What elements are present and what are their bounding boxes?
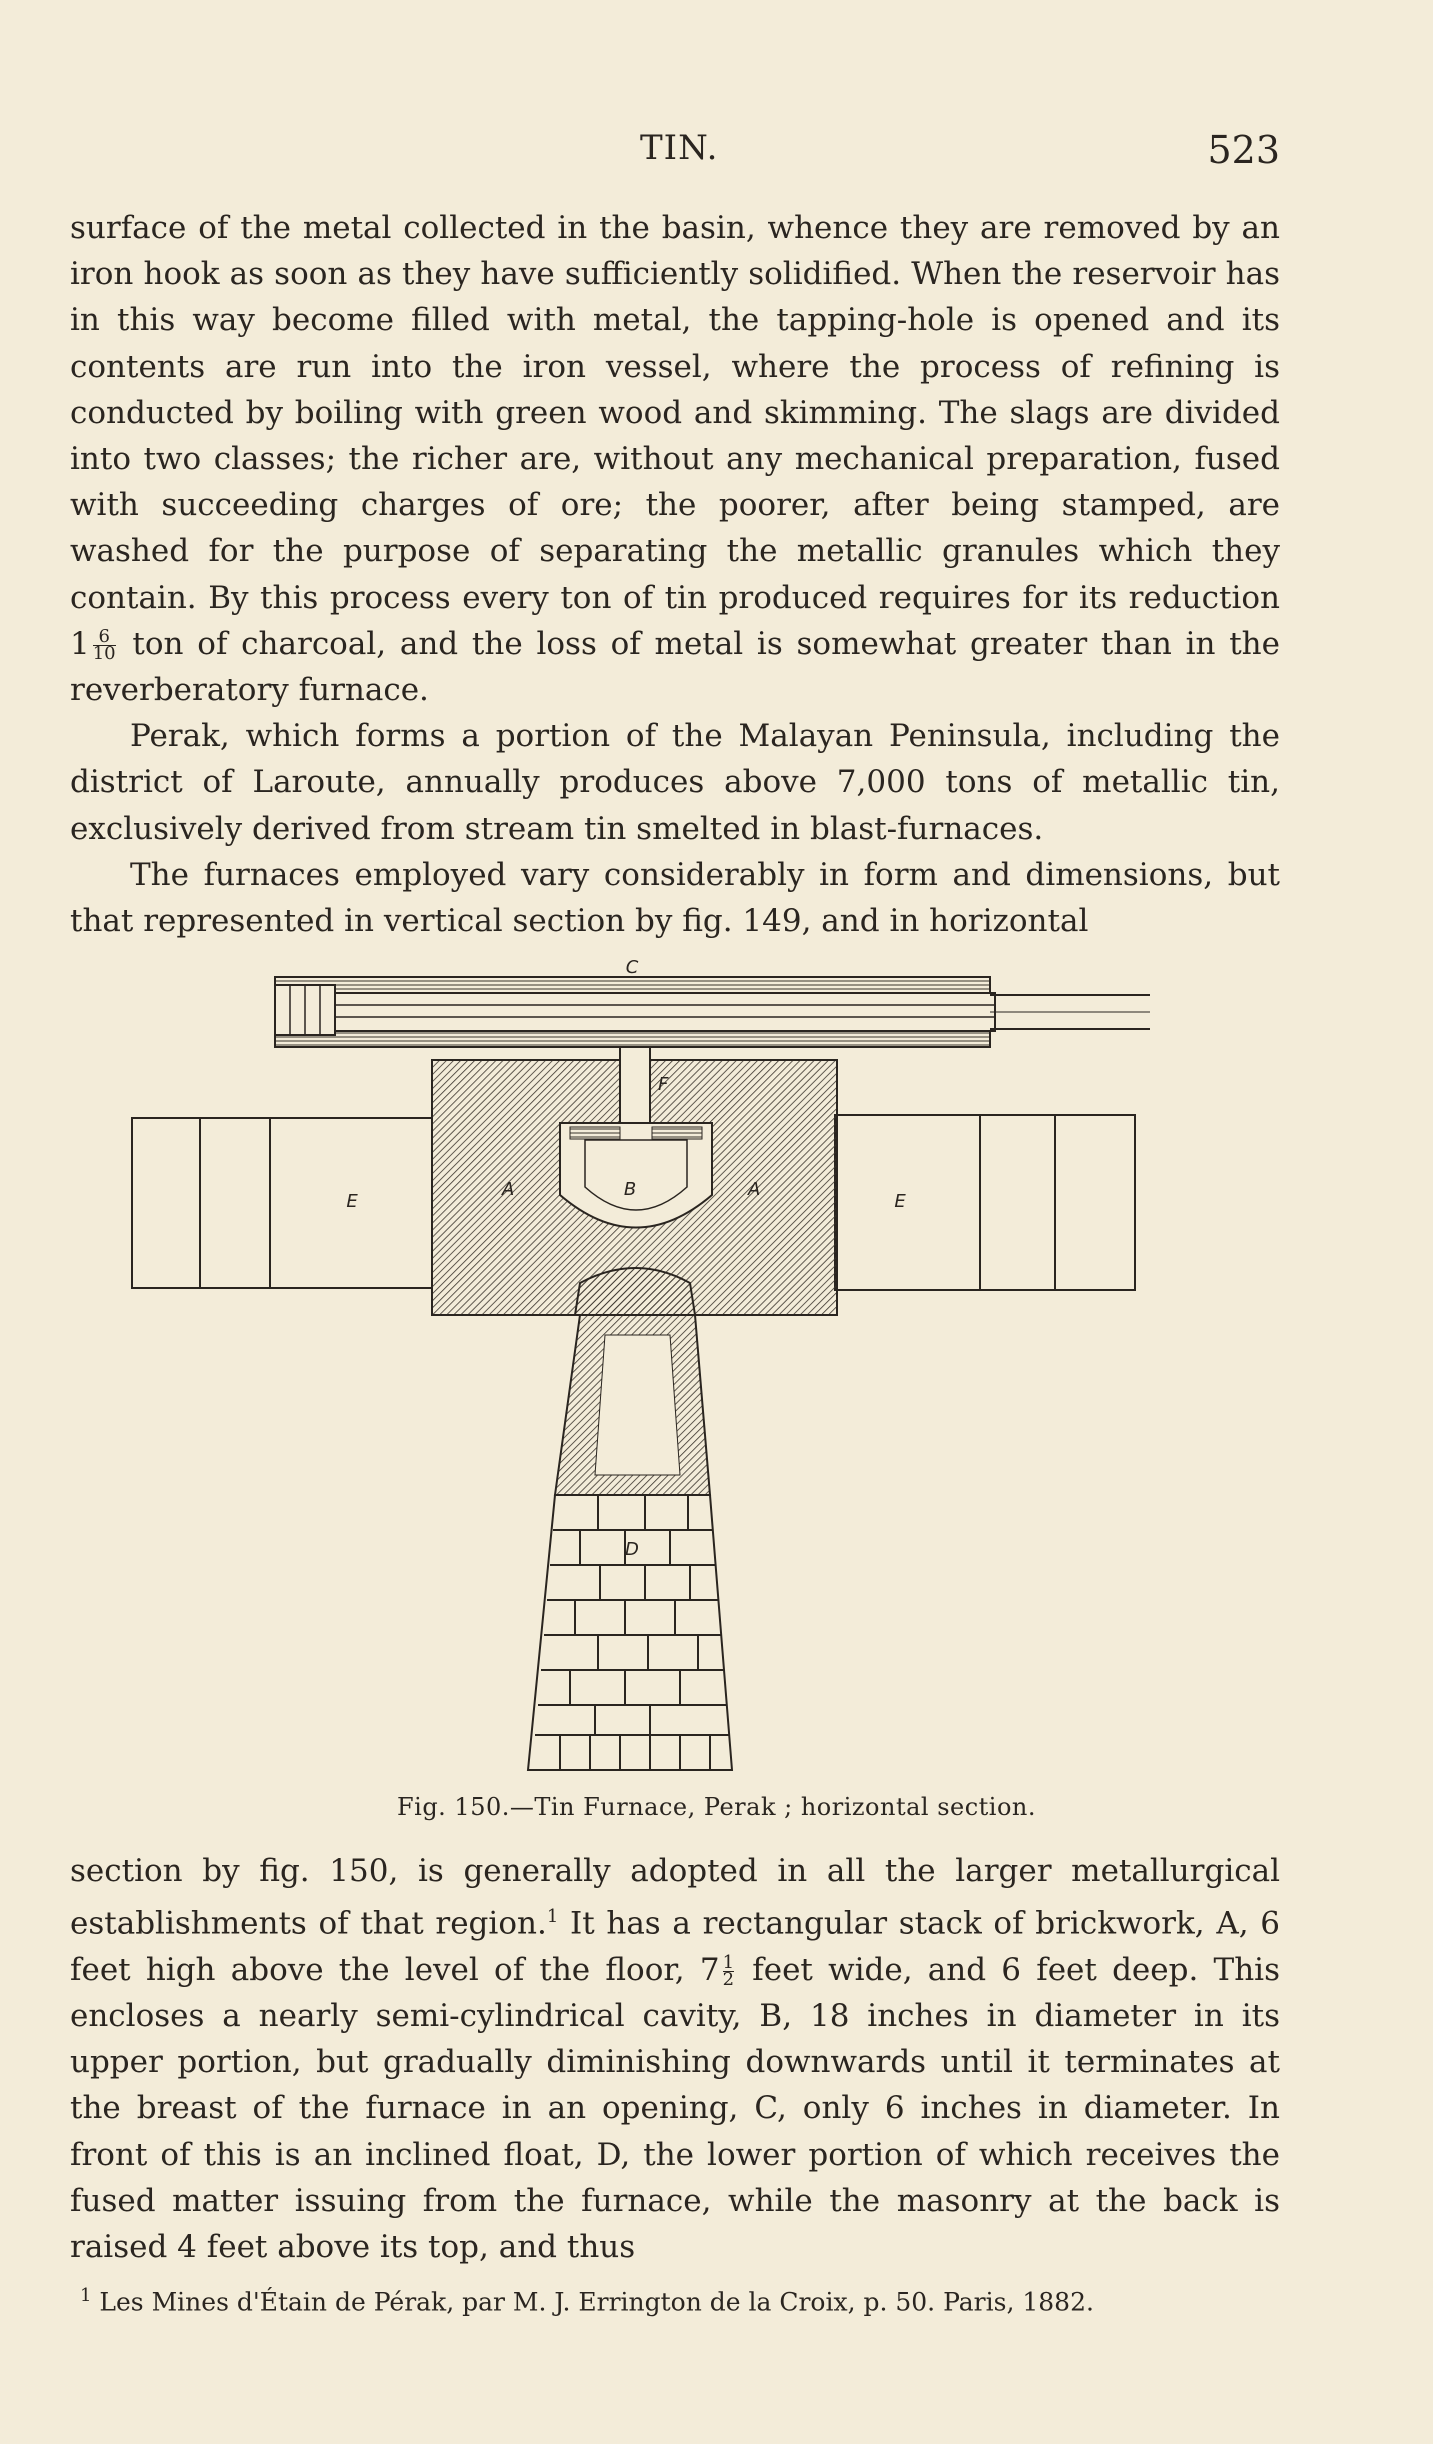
label-e-right: E xyxy=(894,1191,906,1212)
footnote-marker: 1 xyxy=(80,2285,92,2306)
page-header xyxy=(70,128,1280,188)
figure-caption: Fig. 150.—Tin Furnace, Perak ; horizontal section. xyxy=(396,1793,1037,1821)
body-text-top xyxy=(70,205,1280,944)
footnote xyxy=(80,2285,1280,2316)
label-c: C xyxy=(625,957,639,978)
paragraph-slag-refining: surface of the metal collected in the basin, whence they are removed by an iron hook as soon as they have sufficiently solidified. When the reservoir has in this way become filled with metal, the tapping-hole is opened and its contents are run into the iron vessel, where the process of refining is conducted by boiling with green wood and skimming. The slags are divided into two classes; the richer are, without any mechanical preparation, fused with succeeding charges of ore; the poorer, after being stamped, are washed for the purpose of separating the metallic granules which they contain. By this process every ton of tin produced requires for its reduction 1 $\frac{6}{10}$ ton of charcoal, and the loss of metal is somewhat greater than in the reverberatory furnace. xyxy=(70,210,1280,709)
figure-tin-furnace xyxy=(120,955,1150,1775)
tuyere-pipe xyxy=(275,977,1150,1047)
fraction-one-half: $\frac{1}{2}$ xyxy=(722,1951,735,1990)
label-d: D xyxy=(625,1539,639,1560)
label-e-left: E xyxy=(346,1191,358,1212)
label-a-left: A xyxy=(502,1179,515,1200)
paragraph-furnaces: The furnaces employed vary considerably in form and dimensions, but that represented in vertical section by fig. 149, and in horizontal xyxy=(70,856,1280,940)
side-wall-left xyxy=(132,1118,432,1288)
paragraph-perak: Perak, which forms a portion of the Malayan Peninsula, including the district of Laroute, annually produces above 7,000 tons of metallic tin, exclusively derived from stream tin smelted in blast-furnaces. xyxy=(70,718,1280,847)
brick-foundation xyxy=(528,1495,732,1770)
label-b: B xyxy=(623,1179,637,1200)
fraction-six-tenths: $\frac{6}{10}$ xyxy=(92,625,116,664)
footnote-text: Les Mines d'Étain de Pérak, par M. J. Errington de la Croix, p. 50. Paris, 1882. xyxy=(91,2287,1094,2317)
side-wall-right xyxy=(835,1115,1135,1290)
running-head: TIN. xyxy=(640,128,719,168)
furnace-drawing xyxy=(120,955,1150,1775)
page-number: 523 xyxy=(1207,128,1280,172)
label-f: F xyxy=(658,1074,669,1095)
label-a-right: A xyxy=(748,1179,761,1200)
inclined-float xyxy=(555,1315,710,1495)
footnote-reference[interactable]: 1 xyxy=(546,1906,559,1928)
paragraph-furnace-description: section by fig. 150, is generally adopted in all the larger metallurgical establishments of that region.$^1$ It has a rectangular stack of brickwork, A, 6 feet high above the level of the floor, 7 $\frac{1}{2}$ feet wide, and 6 feet deep. This encloses a nearly semi-cylindrical cavity, B, 18 inches in diameter in its upper portion, but gradually diminishing downwards until it terminates at the breast of the furnace in an opening, C, only 6 inches in diameter. In front of this is an inclined float, D, the lower portion of which receives the fused matter issuing from the furnace, while the masonry at the back is raised 4 feet above its top, and thus xyxy=(70,1853,1280,2265)
body-text-bottom xyxy=(70,1848,1280,2270)
